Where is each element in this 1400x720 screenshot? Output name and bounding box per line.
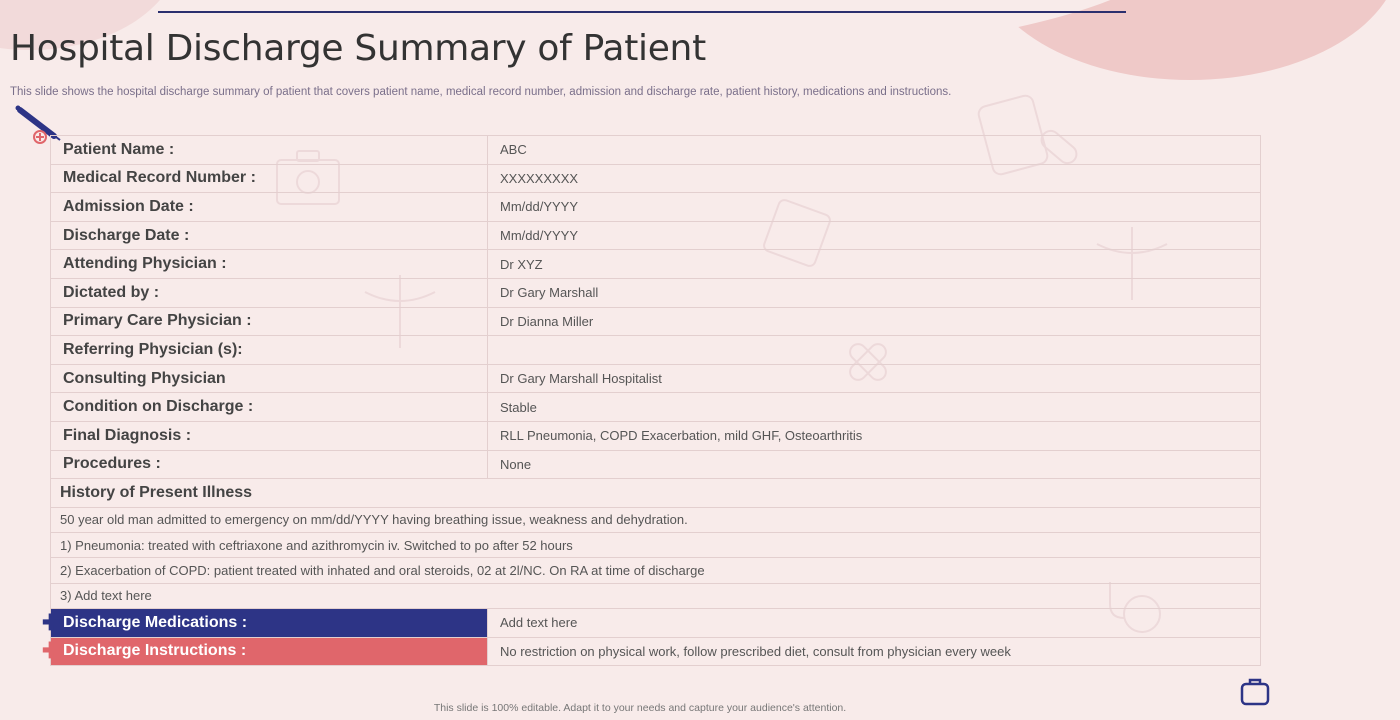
field-value: ABC: [488, 136, 1261, 165]
history-line: 1) Pneumonia: treated with ceftriaxone and azithromycin iv. Switched to po after 52 hours: [51, 533, 1261, 558]
history-line: 50 year old man admitted to emergency on mm/dd/YYYY having breathing issue, weakness and dehydration.: [51, 507, 1261, 532]
table-row: [51, 533, 1261, 558]
discharge-medications-value: Add text here: [488, 608, 1261, 637]
history-line: 3) Add text here: [51, 583, 1261, 608]
history-heading: History of Present Illness: [51, 479, 1261, 508]
field-label: Attending Physician :: [51, 250, 488, 279]
table-row: [51, 393, 1261, 422]
table-row: [51, 608, 1261, 637]
field-value: Stable: [488, 393, 1261, 422]
page-title: Hospital Discharge Summary of Patient: [10, 28, 706, 69]
discharge-medications-label: [42, 608, 488, 637]
field-label: Medical Record Number :: [51, 164, 488, 193]
table-row: [51, 637, 1261, 666]
field-label: Primary Care Physician :: [51, 307, 488, 336]
field-value: [488, 336, 1261, 365]
field-label: Referring Physician (s):: [51, 336, 488, 365]
field-value: Dr Gary Marshall: [488, 278, 1261, 307]
page-subtitle: This slide shows the hospital discharge summary of patient that covers patient name, medical record number, admission and discharge rate, patient history, medications and instructions.: [10, 86, 952, 98]
table-row: [51, 421, 1261, 450]
table-row: [51, 250, 1261, 279]
table-row: [51, 193, 1261, 222]
field-label: Final Diagnosis :: [51, 421, 488, 450]
top-rule: [158, 11, 1126, 13]
discharge-instructions-label: [42, 637, 488, 666]
field-value: XXXXXXXXX: [488, 164, 1261, 193]
discharge-instructions-value: No restriction on physical work, follow prescribed diet, consult from physician every week: [488, 637, 1261, 666]
table-row: [51, 583, 1261, 608]
table-row: [51, 450, 1261, 479]
table-row: [51, 336, 1261, 365]
field-label: Discharge Date :: [51, 221, 488, 250]
field-value: Mm/dd/YYYY: [488, 193, 1261, 222]
field-value: RLL Pneumonia, COPD Exacerbation, mild GHF, Osteoarthritis: [488, 421, 1261, 450]
table-row: [51, 164, 1261, 193]
table-row: [51, 364, 1261, 393]
field-label: Dictated by :: [51, 278, 488, 307]
table-row: [51, 307, 1261, 336]
discharge-medications-text: Discharge Medications :: [63, 613, 248, 631]
field-value: None: [488, 450, 1261, 479]
plus-icon: ✚: [42, 638, 61, 664]
field-value: Mm/dd/YYYY: [488, 221, 1261, 250]
table-row: [51, 136, 1261, 165]
field-label: Consulting Physician: [51, 364, 488, 393]
field-label: Procedures :: [51, 450, 488, 479]
table-row: [51, 558, 1261, 583]
discharge-instructions-text: Discharge Instructions :: [63, 642, 247, 660]
plus-icon: ✚: [42, 609, 61, 635]
field-label: Admission Date :: [51, 193, 488, 222]
table-row: [51, 479, 1261, 508]
table-row: [51, 278, 1261, 307]
field-value: Dr XYZ: [488, 250, 1261, 279]
table-row: [51, 221, 1261, 250]
field-label: Patient Name :: [51, 136, 488, 165]
footer-note: This slide is 100% editable. Adapt it to your needs and capture your audience's attention.: [433, 702, 847, 714]
field-label: Condition on Discharge :: [51, 393, 488, 422]
table-row: [51, 507, 1261, 532]
field-value: Dr Gary Marshall Hospitalist: [488, 364, 1261, 393]
medical-bag-icon: [1240, 676, 1270, 706]
field-value: Dr Dianna Miller: [488, 307, 1261, 336]
history-line: 2) Exacerbation of COPD: patient treated with inhated and oral steroids, 02 at 2l/NC. On RA at time of discharge: [51, 558, 1261, 583]
discharge-summary-table: [42, 135, 1261, 666]
